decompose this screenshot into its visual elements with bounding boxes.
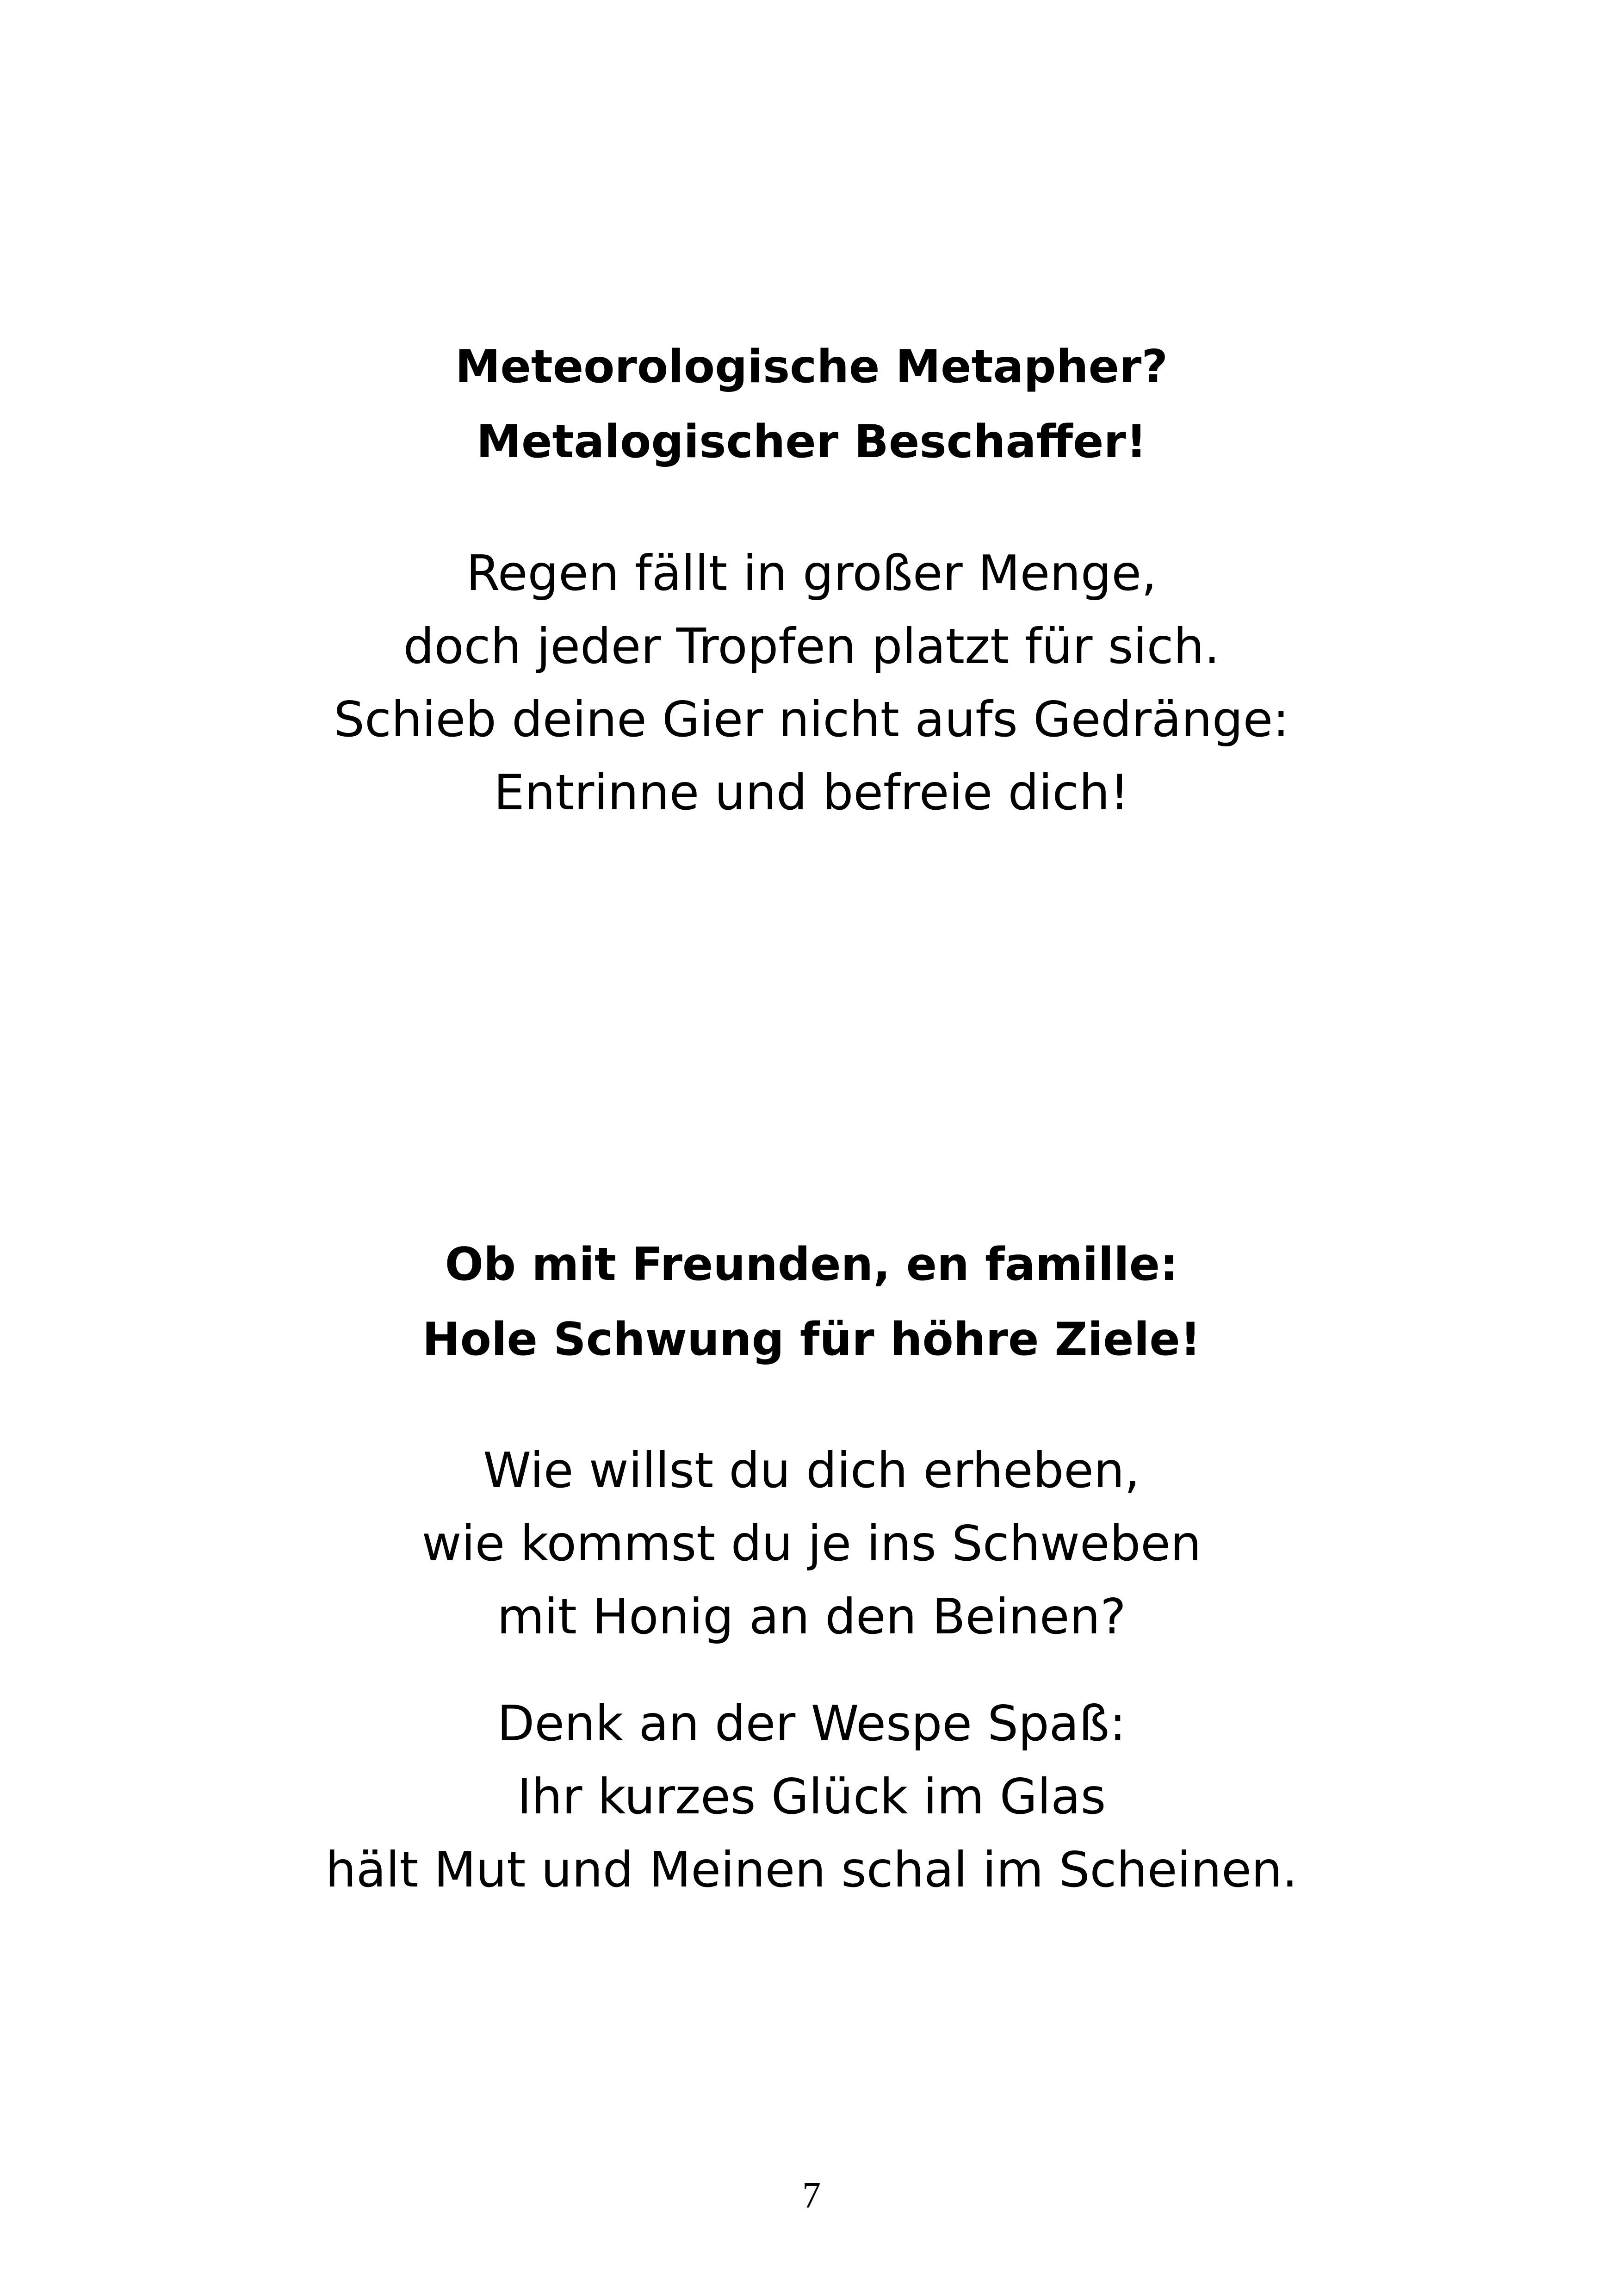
poem-2-title-line-2: Hole Schwung für höhre Ziele! — [422, 1313, 1201, 1366]
poem-2-title-line-1: Ob mit Freunden, en famille: — [445, 1238, 1178, 1291]
poem-1-stanza-1 — [0, 537, 1623, 829]
poem-1-title-line-2: Metalogischer Beschaffer! — [476, 416, 1147, 468]
poem-2-verse-line: hält Mut und Meinen schal im Scheinen. — [325, 1842, 1298, 1898]
poem-1-verse-line: Entrinne und befreie dich! — [494, 764, 1129, 821]
page-number: 7 — [802, 2175, 821, 2216]
poem-2-verse-line: mit Honig an den Beinen? — [497, 1589, 1126, 1645]
poem-2-verse-line: wie kommst du je ins Schweben — [421, 1515, 1202, 1572]
poem-2-verse-line: Denk an der Wespe Spaß: — [497, 1695, 1126, 1752]
poem-2-title — [0, 1227, 1623, 1377]
poem-2-verse-line: Ihr kurzes Glück im Glas — [517, 1769, 1106, 1825]
poem-1-title — [0, 329, 1623, 479]
poem-2-stanza-1 — [0, 1434, 1623, 1653]
poem-2-stanza-2 — [0, 1687, 1623, 1906]
poem-1-verse-line: Regen fällt in großer Menge, — [466, 545, 1157, 602]
poem-2-verse-line: Wie willst du dich erheben, — [483, 1442, 1140, 1499]
poem-1-verse-line: doch jeder Tropfen platzt für sich. — [403, 618, 1220, 675]
poem-1-title-line-1: Meteorologische Metapher? — [455, 341, 1168, 393]
poem-1-verse-line: Schieb deine Gier nicht aufs Gedränge: — [334, 691, 1289, 748]
